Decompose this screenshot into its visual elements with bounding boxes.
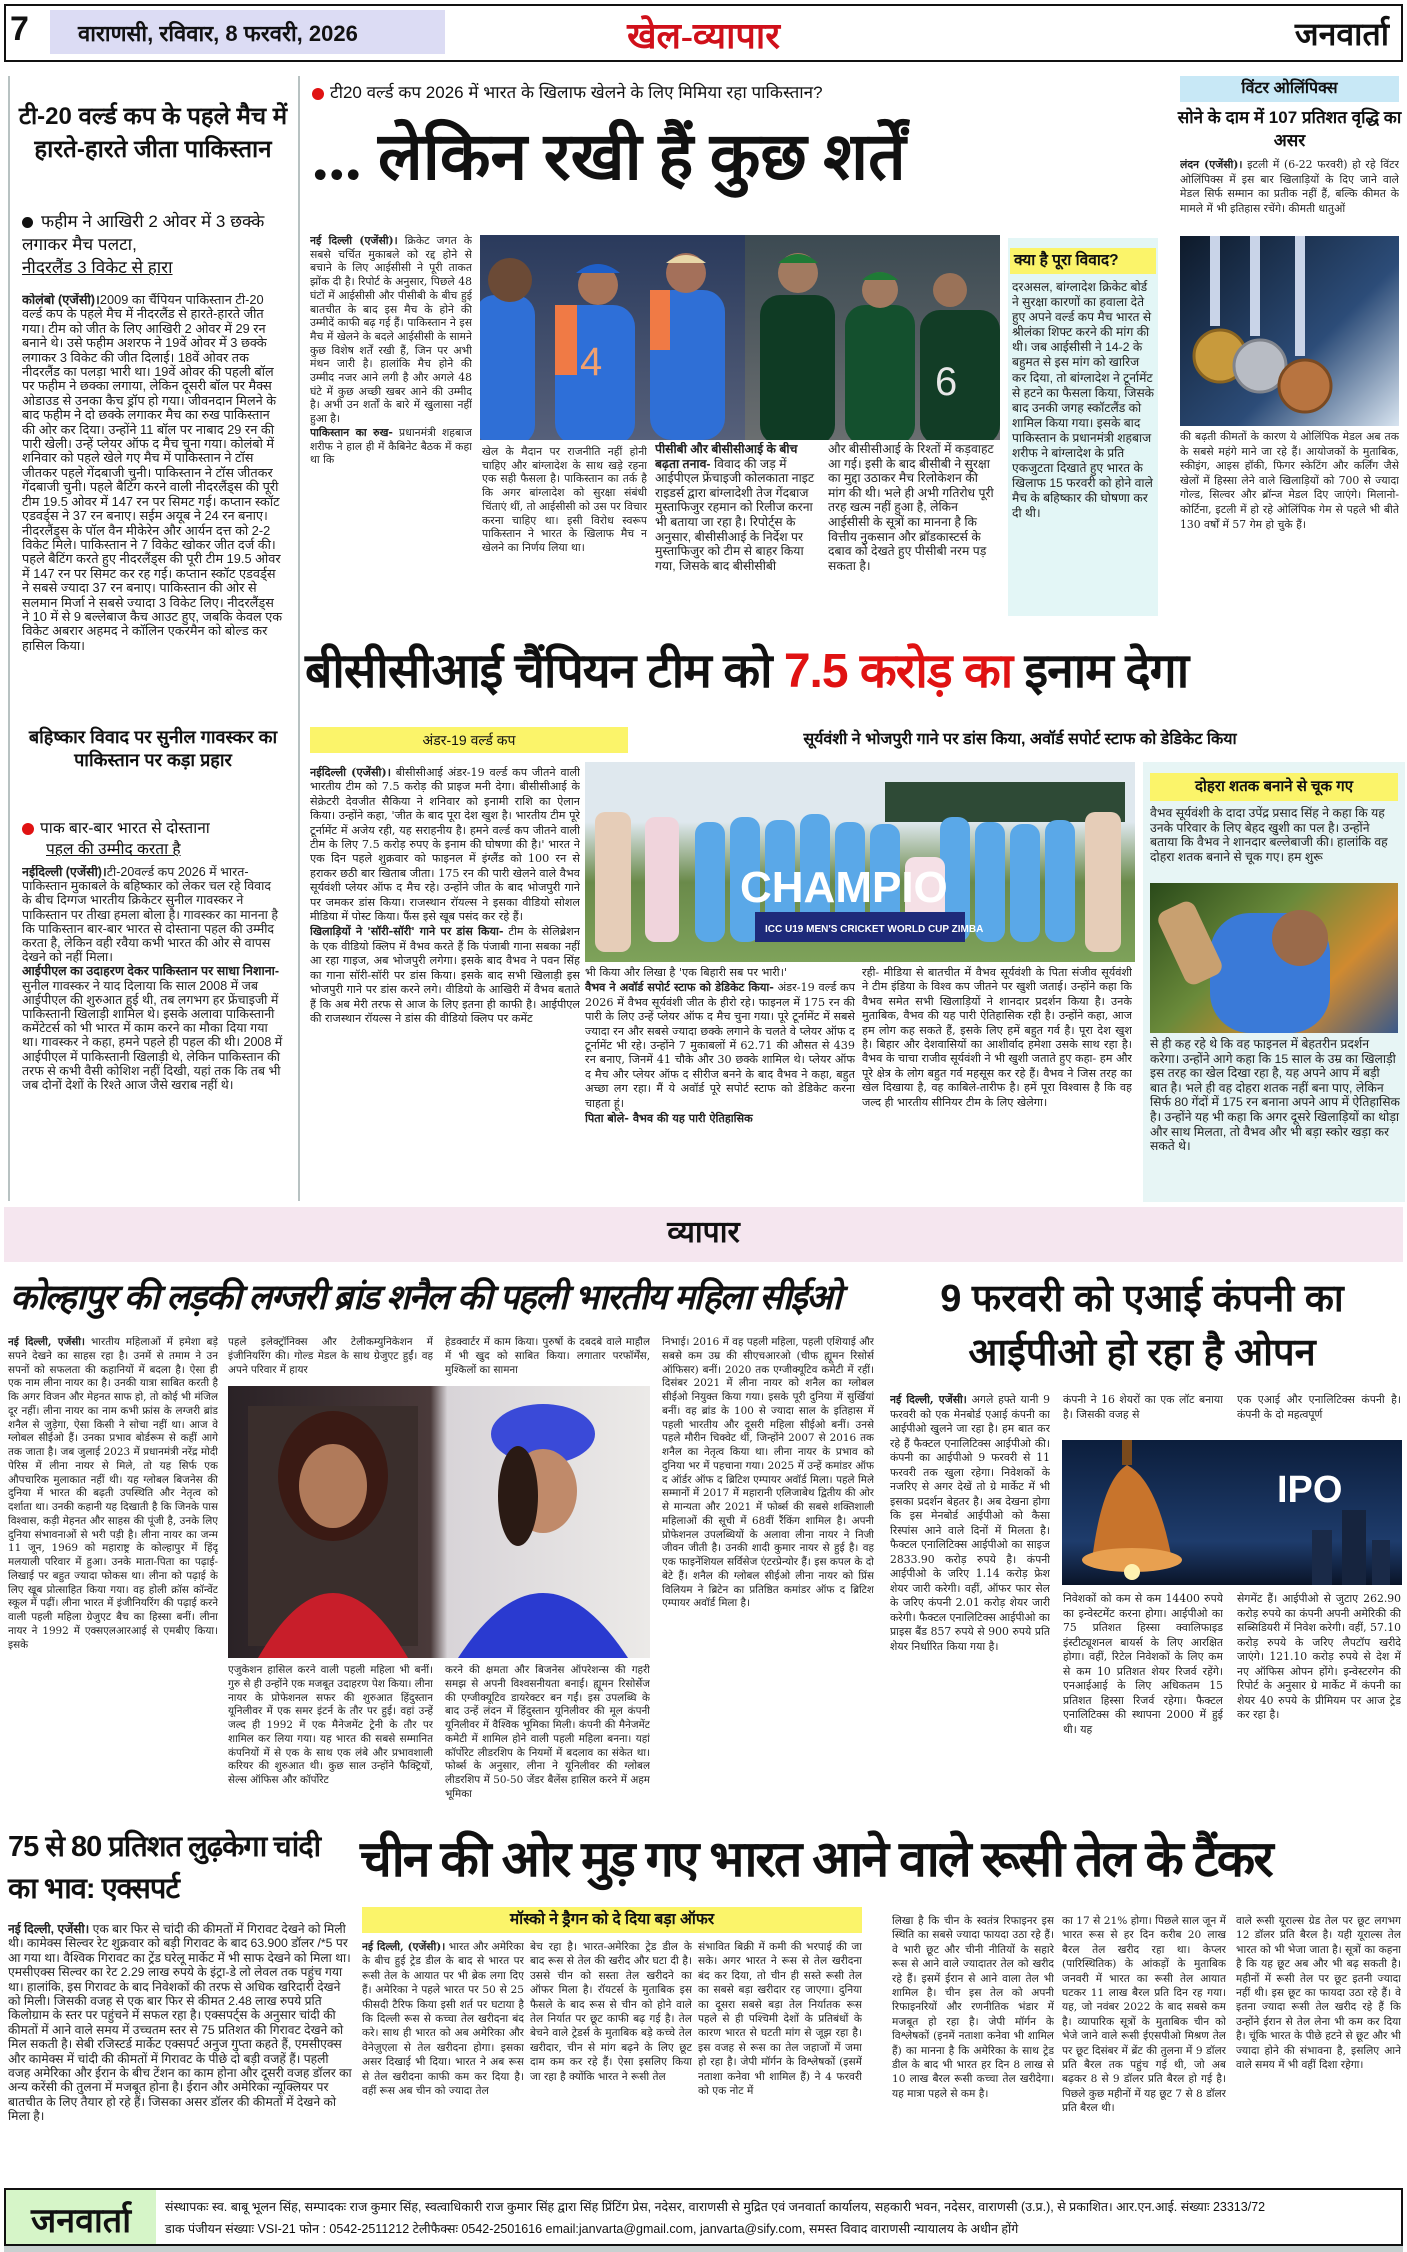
banner-u19-text: ICC U19 MEN'S CRICKET WORLD CUP ZIMBA <box>765 924 984 935</box>
subhead-text: फहीम ने आखिरी 2 ओवर में 3 छक्के लगाकर मैच पलटा, <box>22 212 265 254</box>
subhead-text: पाक बार-बार भारत से दोस्ताना <box>40 820 210 837</box>
article-body: बीसीसीआई अंडर-19 वर्ल्ड कप जीतने वाली भारतीय टीम को 7.5 करोड़ की प्राइज मनी देगा। बीसीसीआई के सेक्रेटरी देवजीत सैकिया ने शनिवार को इनामी राशि का ऐलान किया। उन्होंने कहा, 'जीत के बाद पूरा देश खुश है। भारतीय टीम पूरे टूर्नामेंट में अजेय रही, यह सराहनीय है। हमने वर्ल्ड कप जीतने वाली टीम के लिए 7.5 करोड़ रुपए के इनाम की घोषणा की है।' भारत ने एक दिन पहले शुक्रवार को फाइनल में इंग्लैंड को 100 रन से हराकर छठी बार खिताब जीता। 175 रन की पारी खेलने वाले वैभव सूर्यवंशी प्लेयर ऑफ द मैच रहे। उन्होंने जीत के बाद भोजपुरी गाने पर जमकर डांस किया। राजस्थान रॉयल्स ने इसका वीडियो सोशल मीडिया में पोस्ट किया। फैंस इसे खूब पसंद कर रहे हैं। <box>310 766 580 924</box>
cricket-photo <box>480 235 1000 440</box>
portrait-photo <box>228 1386 650 1658</box>
article-silver <box>8 1922 353 2180</box>
subhead-text-2: नीदरलैंड 3 विकेट से हारा <box>22 258 173 277</box>
subhead-bcci: सूर्यवंशी ने भोजपुरी गाने पर डांस किया, अवॉर्ड सपोर्ट स्टाफ को डेडिकेट किया <box>803 731 1237 748</box>
section-title: खेल-व्यापार <box>627 16 780 56</box>
article-body: क्रिकेट जगत के सबसे चर्चित मुकाबले को रद्द होने से बचाने के लिए आईसीसी ने पूरी ताकत झोंक दी है। रिपोर्ट के अनुसार, पिछले 48 घंटों में आईसीसी और पीसीबी के बीच हुई बातचीत के बाद इस मैच के होने की उम्मीदें काफी बढ़ गई हैं। पाकिस्तान ने इस मैच में खेलने के बदले आईसीसी के सामने कुछ विशेष शर्तें रखी हैं, जिन पर अभी मंथन जारी है। हालांकि मैच होने की उम्मीद नजर आने लगी है और अगले 48 घंटे में कुछ अच्छी खबर आने की उम्मीद है। अभी उन शर्तों के बारे में खुलासा नहीं हुआ है। <box>310 234 472 426</box>
article-chanel-col3b: करने की क्षमता और बिजनेस ऑपरेशन्स की गहरी समझ से अपनी विश्वसनीयता बनाई। ह्यूमन रिसोर्सेज की एग्जीक्यूटिव डायरेक्टर बन गईं। इस उपलब्धि के बाद उन्हें लंदन में हिंदुस्तान यूनिलीवर की मूल कंपनी यूनिलीवर में वैश्विक भूमिका मिली। कंपनी की मैनेजमेंट कमेटी में शामिल होने वाली पहली महिला बनना। यहां कॉर्पोरेट लीडरशिप के नियमों में बदलाव का संकेत था। फोर्ब्स के अनुसार, लीना ने यूनिलीवर की ग्लोबल लीडरशिप में 50-50 जेंडर बैलेंस हासिल करने में अहम भूमिका <box>445 1664 650 1800</box>
headline-bcci <box>305 640 1405 704</box>
article-dateline: नई दिल्ली, एजेंसी। <box>890 1393 967 1406</box>
article-bcci-col3: रही- मीडिया से बातचीत में वैभव सूर्यवंशी के पिता संजीव सूर्यवंशी ने टीम इंडिया के विश्व कप जीतने पर खुशी जताई। उन्होंने कहा कि वैभव समेत सभी खिलाड़ियों ने शानदार प्रदर्शन किया है। उनके मुताबिक, वैभव की यह पारी ऐतिहासिक रही है। उन्होंने कहा, आज हम लोग कह सकते हैं, इसके लिए हमें बहुत गर्व है। पूरा देश खुश है। बिहार और देशवासियों का आशीर्वाद हमेशा उसके साथ रहा है। वैभव के चाचा राजीव सूर्यवंशी ने भी खुशी जताते हुए कहा- हम और पूरे क्षेत्र के लोग बहुत गर्व महसूस कर रहे हैं। वैभव ने जिस तरह का खेल दिखाया है, वह काबिले-तारीफ है। हमें पूरा विश्वास है कि वह जल्द ही भारतीय सीनियर टीम के लिए खेलेगा। <box>862 966 1132 1109</box>
article-chanel-col4: निभाई। 2016 में वह पहली महिला, पहली एशियाई और सबसे कम उम्र की सीएचआरओ (चीफ ह्यूमन रिसोर्स ऑफिसर) बनीं। 2020 तक एग्जीक्यूटिव कमेटी में रहीं। दिसंबर 2021 में लीना नायर को शनैल का ग्लोबल सीईओ नियुक्त किया गया। इसके पूरी दुनिया में सुर्खियां बनीं। वह ब्रांड के 100 से ज्यादा साल के इतिहास में पहली भारतीय और दूसरी महिला सीईओ बनीं। उनसे पहले मौरीन चिक्वेट थीं, जिन्होंने 2007 से 2016 तक शनैल का नेतृत्व किया था। लीना नायर के प्रभाव को दुनिया भर में पहचाना गया। 2025 में उन्हें कमांडर ऑफ द ऑर्डर ऑफ द ब्रिटिश एम्पायर अवॉर्ड मिला। पहले मिले सम्मानों में 2017 में महारानी एलिजाबेथ द्वितीय की ओर से मान्यता और 2021 में फोर्ब्स की सबसे शक्तिशाली महिलाओं की सूची में 68वीं रैंकिंग शामिल है। अपनी प्रोफेशनल उपलब्धियों के अलावा लीना नायर ने निजी जीवन जीती है। उनकी शादी कुमार नायर से हुई है। वह एक फाइनेंशियल सर्विसेज एंटरप्रेन्योर हैं। इस कपल के दो बेटे हैं। शनैल की ग्लोबल सीईओ लीना नायर को प्रिंस विलियम ने ब्रिटेन का प्रतिष्ठित कमांडर ऑफ द ब्रिटिश एम्पायर अवॉर्ड मिला है। <box>662 1336 874 1610</box>
svg-text:6: 6 <box>935 360 958 404</box>
article-chanel-col1 <box>8 1336 218 1806</box>
headline-highlight: 7.5 करोड़ का <box>783 645 1013 698</box>
article-body: भारतीय महिलाओं में हमेशा बड़े सपने देखने का साहस रहा है। उनमें से तमाम ने उन सपनों को सफलता की कहानियों में बदला है। ऐसा ही एक नाम लीना नायर का है। उनकी यात्रा साबित करती है कि अगर विजन और मेहनत साफ हो, तो कोई भी मंजिल दूर नहीं। लीना नायर का नाम कभी फ्रांस के लग्जरी ब्रांड शनैल से जुड़ेगा, ऐसा किसी ने सोचा नहीं था। आज वे ग्लोबल सीईओ हैं। उनका प्रभाव बोर्डरूम से कहीं आगे तक जाता है। जब जुलाई 2023 में प्रधानमंत्री नरेंद्र मोदी पेरिस में लीना नायर से मिले, तो यह सिर्फ एक औपचारिक मुलाकात नहीं थी। यह ग्लोबल बिजनेस की दुनिया में भारत की बढ़ती उपस्थिति और नेतृत्व को दर्शाता था। उनकी कहानी यह दिखाती है कि जिनके पास विश्वास, कड़ी मेहनत और साहस की पूंजी है, उनके लिए दुनिया संभावनाओं से भरी पड़ी है। लीना नायर का जन्म 11 जून, 1969 को महाराष्ट्र के कोल्हापुर में हिंदू मलयाली परिवार में हुआ। उनके माता-पिता का पढ़ाई-लिखाई पर बहुत ज्यादा फोकस था। लीना को पढ़ाई के लिए खूब प्रोत्साहित किया गया। वह होली क्रॉस कॉन्वेंट स्कूल में पढ़ीं। लीना भारत में इंजीनियरिंग की पढ़ाई करने वाली पहली महिला ग्रेजुएट बैच का हिस्सा बनीं। लीना नायर ने 1992 में एक्सएलआरआई से एमबीए किया। इसके <box>8 1336 218 1651</box>
article-oil-col6: वाले रूसी यूराल्स ग्रेड तेल पर छूट लगभग 12 डॉलर प्रति बैरल है। यही यूराल्स तेल भारत को भी भेजा जाता है। सूत्रों का कहना है कि यह छूट अब और भी बढ़ सकती है। महीनों में रूसी तेल पर छूट इतनी ज्यादा नहीं थी। इस छूट का फायदा उठा रहे हैं। वे इतना ज्यादा रूसी तेल खरीद रहे हैं कि उन्होंने ईरान से तेल लेना भी कम कर दिया है। चूंकि भारत के पीछे हटने से छूट और भी ज्यादा होने की संभावना है, इसलिए आने वाले समय में भी वहीं दिशा रहेगा। <box>1236 1915 1401 2072</box>
article-gavaskar <box>22 865 284 1195</box>
player-photo <box>1150 883 1398 1033</box>
article-chanel-col3: हेडक्वार्टर में काम किया। पुरुषों के दबदबे वाले माहौल में भी खुद को साबित किया। लगातार परफॉर्मेंस, मुश्किलों का सामना <box>445 1336 650 1376</box>
article-dateline: नई दिल्ली (एजेंसी)। <box>310 234 398 247</box>
article-dateline: नईदिल्ली (एजेंसी)। <box>310 765 391 779</box>
article-body-2: टीम के सेलिब्रेशन के एक वीडियो क्लिप में वैभव करते हैं कि पंजाबी गाना सबका नहीं आ रहा गाइज, अब भोजपुरी लगेगा। इसके बाद वैभव ने पवन सिंह का गाना सॉरी-सॉरी पर डांस किया। इसके बाद सभी खिलाड़ी इस भोजपुरी गाने पर डांस करने लगे। वीडियो के आखिरी में वैभव बताते हैं कि अब मेरी तरफ से आज के लिए इतना ही काफी है। आईपीएल की राजस्थान रॉयल्स ने डांस की वीडियो क्लिप पर कमेंट <box>310 925 580 1025</box>
article-ipo-col2: कंपनी ने 16 शेयरों का एक लॉट बनाया है। जिसकी वजह से <box>1063 1393 1223 1421</box>
article-body: विवाद की जड़ में आईपीएल फ्रेंचाइजी कोलकाता नाइट राइडर्स द्वारा बांग्लादेशी तेज गेंदबाज मुस्ताफिजुर रहमान को रिलीज करना भी बताया जा रहा है। रिपोर्ट्स के अनुसार, बीसीसीआई के निर्देश पर मुस्ताफिजुर को टीम से बाहर किया गया, जिसके बाद बीसीसीबी <box>655 456 815 573</box>
article-lead-3: पिता बोले- वैभव की यह पारी ऐतिहासिक <box>585 1111 753 1126</box>
article-body: भी किया और लिखा है 'एक बिहारी सब पर भारी।' <box>585 966 788 979</box>
sidebar-double-body: वैभव सूर्यवंशी के दादा उपेंद्र प्रसाद सिंह ने कहा कि यह उनके परिवार के लिए बेहद खुशी का पल है। उन्होंने बताया कि वैभव ने शानदार बल्लेबाजी की। हालांकि वह दोहरा शतक बनाने से चूक गए। हम शुरू <box>1150 806 1388 864</box>
registration-bar <box>4 2246 1403 2252</box>
subhead-pak-win <box>22 210 282 279</box>
article-body: टी-20वर्ल्ड कप 2026 में भारत-पाकिस्तान मुकाबले के बहिष्कार को लेकर चल रहे विवाद के बीच दिग्गज भारतीय क्रिकेटर सुनील गावस्कर ने पाकिस्तान पर तीखा हमला बोला है। गावस्कर का मानना है कि पाकिस्तान बार-बार भारत से दोस्ताना पहल की उम्मीद करता है, लेकिन वही रवैया कभी भारत की ओर से वापस देखने को नहीं मिला। <box>22 865 279 965</box>
kicker-conditions <box>312 80 1012 103</box>
photo-u19-champions <box>585 762 1135 962</box>
article-conditions-col2: खेल के मैदान पर राजनीति नहीं होनी चाहिए और बांग्लादेश के साथ खड़े रहना एक सही फैसला है। पाकिस्तान का तर्क है कि अगर बांग्लादेश को सुरक्षा संबंधी चिंताएं थीं, तो आईसीसी को उस पर विचार करना चाहिए था। इसी विरोध स्वरूप पाकिस्तान ने भारत के खिलाफ मैच न खेलने का निर्णय लिया था। <box>482 445 647 554</box>
article-bcci-col1 <box>310 765 580 1200</box>
article-olympics <box>1180 158 1399 234</box>
dateline: वाराणसी, रविवार, 8 फरवरी, 2026 <box>78 21 358 46</box>
photo-vaibhav <box>1150 883 1398 1033</box>
brand-logo: जनवार्ता <box>1294 16 1389 52</box>
subhead-text-2: पहल की उम्मीद करता है <box>46 841 181 858</box>
page-number: 7 <box>10 10 29 48</box>
headline-gavaskar: बहिष्कार विवाद पर सुनील गावस्कर का पाकिस्तान पर कड़ा प्रहार <box>28 727 278 770</box>
headline-pak-win: टी-20 वर्ल्ड कप के पहले मैच में हारते-हारते जीता पाकिस्तान <box>18 103 288 163</box>
bell-illustration <box>1062 1440 1402 1585</box>
u19-label: अंडर-19 वर्ल्ड कप <box>310 727 628 753</box>
headline-ipo: 9 फरवरी को एआई कंपनी का आईपीओ हो रहा है ओपन <box>940 1278 1344 1374</box>
sidebar-dispute-body: दरअसल, बांग्लादेश क्रिकेट बोर्ड ने सुरक्षा कारणों का हवाला देते हुए अपने वर्ल्ड कप मैच भारत से श्रीलंका शिफ्ट करने की मांग की थी। जब आईसीसी ने 14-2 के बहुमत से इस मांग को खारिज कर दिया, तो बांग्लादेश ने टूर्नामेंट से हटने का फैसला किया, जिसके बाद उनकी जगह स्कॉटलैंड को शामिल किया गया। इसके बाद पाकिस्तान के प्रधानमंत्री शहबाज शरीफ ने बांग्लादेश के प्रति एकजुटता दिखाते हुए भारत के खिलाफ 15 फरवरी को होने वाले मैच के बहिष्कार की घोषणा कर दी थी। <box>1012 280 1155 521</box>
article-body-2: अंडर-19 वर्ल्ड कप 2026 में वैभव सूर्यवंशी जीत के हीरो रहे। फाइनल में 175 रन की पारी के लिए उन्हें प्लेयर ऑफ द मैच चुना गया। पूरे टूर्नामेंट में सबसे ज्यादा रन और सबसे ज्यादा छक्के लगाने के चलते वे प्लेयर ऑफ द टूर्नामेंट भी रहे। उन्होंने 7 मुकाबलों में 62.71 की औसत से 439 रन बनाए, जिनमें 41 चौके और 30 छक्के शामिल थे। प्लेयर ऑफ द मैच और प्लेयर ऑफ द सीरीज बनने के बाद वैभव ने कहा, बहुत अच्छा लग रहा। मैं ये अवॉर्ड पूरे सपोर्ट स्टाफ को डेडिकेट करना चाहता हूं। <box>585 981 855 1110</box>
subhead-gavaskar <box>22 818 284 860</box>
team-photo <box>585 762 1135 962</box>
photo-medals <box>1180 236 1399 426</box>
headline-chanel: कोल्हापुर की लड़की लग्जरी ब्रांड शनैल की पहली भारतीय महिला सीईओ <box>10 1278 841 1317</box>
photo-india-pakistan <box>480 235 1000 440</box>
article-dateline: नई दिल्ली, एजेंसी। <box>8 1336 85 1348</box>
article-conditions-col3 <box>655 442 820 617</box>
article-lead: आईपीएल का उदाहरण देकर पाकिस्तान पर साधा निशाना- <box>22 964 280 979</box>
article-conditions-col4: और बीसीसीआई के रिश्तों में कड़वाहट आ गई। इसी के बाद बीसीबी ने सुरक्षा का मुद्दा उठाकर मैच रिलोकेशन की मांग की थी। भले ही अभी गतिरोध पूरी तरह खत्म नहीं हुआ है, लेकिन आईसीसी के सूत्रों का मानना है कि वित्तीय नुकसान और ब्रॉडकास्टर्स के दबाव को देखते हुए पीसीबी नरम पड़ सकता है। <box>828 442 994 573</box>
article-bcci-col2 <box>585 966 855 1200</box>
article-lead: पीसीबी और बीसीसीआई के बीच बढ़ता तनाव- <box>655 442 798 471</box>
bullet-icon <box>22 217 33 228</box>
photo-leena-nair <box>228 1386 650 1658</box>
medals-illustration <box>1180 236 1399 426</box>
article-body: एक बार फिर से चांदी की कीमतों में गिरावट देखने को मिली थी। कामेक्स सिल्वर रेट शुक्रवार को बड़ी गिरावट के बाद 63.900 डॉलर /*5 पर आ गया था। वैश्विक गिरावट का ट्रेंड घरेलू मार्केट में भी साफ देखने को मिला था। एमसीएक्स सिल्वर का रेट 2.29 लाख रुपये के इंट्रा-डे लो लेवल तक पहुंच गया था। हालांकि, इस गिरावट के बाद निवेशकों की तरफ से अधिक खरिदारी देखने को मिली। जिसकी वजह से एक बार फिर से कीमत 2.48 लाख रुपये प्रति किलोग्राम के स्तर पर पहुंचने में सफल रहा है। एक्सपर्ट्स के अनुसार चांदी की कीमतों में आने वाले समय में उच्चतम स्तर से 75 प्रतिशत की गिरावट देखने को मिल सकती है। सेबी रजिस्टर्ड मार्केट एक्सपर्ट अनुज गुप्ता कहते हैं, एमसीएक्स और कामेक्स में चांदी की कीमतों में गिरावट के पीछे दो बड़ी वजहें हैं। पहली वजह अमेरिका और ईरान के बीच टेंशन का काम होना और दूसरी वजह डॉलर का अन्य करेंसी की तुलना में मजबूत होना है। ईरान और अमेरिका न्यूक्लियर पर बातचीत के लिए तैयार हो रहे हैं। जिसका असर डॉलर की कीमतों में देखने को मिला है। <box>8 1922 352 2124</box>
article-dateline: कोलंबो (एजेंसी)। <box>22 293 100 307</box>
sidebar-dispute-title: क्या है पूरा विवाद? <box>1010 248 1156 274</box>
banner-champions-text: CHAMPIO <box>740 863 948 912</box>
footer-logo: जनवार्ता <box>31 2202 131 2240</box>
sidebar-double-title: दोहरा शतक बनाने से चूक गए <box>1150 773 1398 801</box>
article-body-2: प्रधानमंत्री शहबाज शरीफ ने हाल ही में कैबिनेट बैठक में कहा था कि <box>310 425 472 467</box>
article-olympics-2: की बढ़ती कीमतों के कारण ये ओलिंपिक मेडल अब तक के सबसे महंगे माने जा रहे हैं। आयोजकों के मुताबिक, स्कीइंग, आइस हॉकी, फिगर स्केटिंग और कर्लिंग जैसे खेलों में हिस्सा लेने वाले खिलाड़ियों को 700 से ज्यादा गोल्ड, सिल्वर और ब्रॉन्ज मेडल दिए जाएंगे। मिलानो-कोर्टिना, इटली में हो रहे ओलिंपिक गेम से पहले भी बीते 130 वर्षों में 57 गेम हो चुके हैं। <box>1180 430 1399 531</box>
article-chanel-col2b: एजुकेशन हासिल करने वाली पहली महिला भी बनीं। गुरु से ही उन्होंने एक मजबूत उदाहरण पेश किया। लीना नायर के प्रोफेशनल सफर की शुरुआत हिंदुस्तान यूनिलीवर में एक समर इंटर्न के तौर पर हुई। वहां उन्हें जल्द ही 1992 में एक मैनेजमेंट ट्रेनी के तौर पर शामिल कर लिया गया। यह भारत की सबसे सम्मानित कंपनियों में से एक के साथ एक लंबे और प्रभावशाली करियर की शुरुआत थी। कुछ साल उन्होंने फैक्ट्रियों, सेल्स ऑफिस और कॉर्पोरेट <box>228 1664 433 1786</box>
article-conditions-col1 <box>310 234 472 614</box>
section-label-business: व्यापार <box>667 1216 740 1249</box>
article-dateline: नई दिल्ली, (एजेंसी)। <box>362 1941 446 1953</box>
headline-part-1: बीसीसीआई चैंपियन टीम को <box>305 645 772 698</box>
article-ipo-col2b: निवेशकों को कम से कम 14400 रुपये का इन्वेस्टमेंट करना होगा। आईपीओ का 75 प्रतिशत हिस्सा क्वालिफाइड इंस्टीट्यूशनल बायर्स के लिए आरक्षित होगा। वहीं, रिटेल निवेशकों के लिए कम से कम 10 प्रतिशत शेयर रिजर्व रहेंगे। एनआईआई के लिए अधिकतम 15 प्रतिशत हिस्सा रिजर्व रहेगा। फैक्टल एनालिटिक्स की स्थापना 2000 में हुई थी। यह <box>1063 1592 1223 1736</box>
article-ipo-col3b: सेगमेंट हैं। आईपीओ से जुटाए 262.90 करोड़ रुपये का कंपनी अपनी अमेरिकी की सब्सिडियरी में निवेश करेगी। वहीं, 57.10 करोड़ रुपये के जरिए लैपटॉप खरीदे जाएंगे। 121.10 करोड़ रुपये से देश में नए ऑफिस ओपन होंगे। इन्वेस्टरगेन की रिपोर्ट के अनुसार ग्रे मार्केट में कंपनी का शेयर 40 रुपये के प्रीमियम पर आज ट्रेड कर रहा है। <box>1237 1592 1401 1721</box>
subhead-oil: मॉस्को ने ड्रैगन को दे दिया बड़ा ऑफर <box>362 1907 862 1933</box>
article-body: भारत और अमेरिका के बीच हुई ट्रेड डील के बाद से भारत पर रूसी तेल के आयात पर भी ब्रेक लगा दिए हैं। अमेरिका ने पहले भारत पर 50 से 25 फीसदी टैरिफ किया इसी शर्त पर घटाया है कि दिल्ली रूस से कच्चा तेल खरीदना बंद करे। साथ ही भारत को अब अमेरिका और वेनेज़ुएला से तेल खरीदना होगा। इसका असर दिखाई भी दिया। भारत ने अब रूस से तेल खरीदना काफी कम कर दिया है। वहीं रूस अब चीन को ज्यादा तेल <box>362 1941 524 2098</box>
bullet-icon <box>312 88 324 100</box>
article-dateline: नई दिल्ली, एजेंसी। <box>8 1922 90 1936</box>
headline-part-2: इनाम देगा <box>1024 645 1189 698</box>
article-body-2: सुनील गावस्कर ने याद दिलाया कि साल 2008 में जब आईपीएल की शुरुआत हुई थी, तब लगभग हर फ्रेंचाइजी में पाकिस्तानी खिलाड़ी शामिल थे। इसके अलावा पाकिस्तानी कमेंटेटर्स को भी भारत में काम करने का मौका दिया गया था। गावस्कर ने कहा, हमने पहले ही पहल की थी। 2008 में आईपीएल में पाकिस्तानी खिलाड़ी थे, लेकिन पाकिस्तान की तरफ से कभी वैसी कोशिश नहीं दिखी, यहां तक कि तब भी जब दोनों देशों के रिश्ते आज जैसे खराब नहीं थे। <box>22 978 283 1093</box>
article-pak-win <box>22 293 284 716</box>
headline-silver: 75 से 80 प्रतिशत लुढ़केगा चांदी का भाव: एक्सपर्ट <box>8 1831 321 1905</box>
olympics-label: विंटर ओलिंपिक्स <box>1180 76 1399 102</box>
kicker-text: टी20 वर्ल्ड कप 2026 में भारत के खिलाफ खेलने के लिए मिमिया रहा पाकिस्तान? <box>330 83 823 102</box>
photo-ipo-bell <box>1062 1440 1402 1585</box>
article-oil-col5: का 17 से 21% होगा। पिछले साल जून में भारत रूस से हर दिन करीब 20 लाख बैरल तेल खरीद रहा था। केप्लर (पारिस्थितिक) के आंकड़ों के मुताबिक जनवरी में भारत का रूसी तेल आयात घटकर 11 लाख बैरल प्रति दिन रह गया। यह, जो नवंबर 2022 के बाद सबसे कम है। व्यापारिक सूत्रों के मुताबिक चीन को भेजे जाने वाले रूसी ईएसपीओ मिश्रण तेल पर छूट दिसंबर में ब्रेंट की तुलना में 9 डॉलर प्रति बैरल तक पहुंच गई थी, जो अब बढ़कर 8 से 9 डॉलर प्रति बैरल हो गई है। पिछले कुछ महीनों में यह छूट 7 से 8 डॉलर प्रति बैरल थी। <box>1062 1915 1226 2115</box>
article-chanel-col2: पहले इलेक्ट्रॉनिक्स और टेलीकम्युनिकेशन में इंजीनियरिंग की। गोल्ड मेडल के साथ ग्रेजुएट हुईं। वह अपने परिवार में हायर <box>228 1336 433 1376</box>
footer-imprint <box>4 2188 1403 2246</box>
bullet-icon <box>22 823 34 835</box>
article-lead: वैभव ने अवॉर्ड सपोर्ट स्टाफ को डेडिकेट किया- <box>585 980 774 995</box>
article-oil-col2: बेच रहा है। भारत-अमेरिका ट्रेड डील के बाद रूस से तेल की खरीद और घटा दी है। उससे चीन को सस्ता तेल खरीदने का ऑफर मिला है। रॉयटर्स के मुताबिक इस फैसले के बाद रूस से चीन को होने वाले तेल निर्यात पर छूट काफी बढ़ गई है। तेल बेचने वाले ट्रेडर्स के मुताबिक बड़े कच्चे तेल खरीदार, चीन से मांग बढ़ने के लिए छूट दाम कम कर रहे हैं। ऐसा इसलिए किया जा रहा है क्योंकि भारत ने रूसी तेल <box>530 1941 692 2083</box>
headline-conditions: ... लेकिन रखी हैं कुछ शर्तें <box>312 121 906 194</box>
article-lead: पाकिस्तान का रुख- <box>310 425 393 439</box>
article-body: इटली में (6-22 फरवरी) हो रहे विंटर ओलिंपिक्स में इस बार खिलाड़ियों के दिए जाने वाले मेडल सिर्फ सम्मान का प्रतीक नहीं हैं, बल्कि कीमत के मामले में भी इतिहास रचेंगे। कीमती धातुओं <box>1180 158 1399 215</box>
headline-olympics: सोने के दाम में 107 प्रतिशत वृद्धि का असर <box>1177 108 1402 150</box>
article-lead: खिलाड़ियों ने 'सॉरी-सॉरी' गाने पर डांस किया- <box>310 924 504 939</box>
article-body: 2009 का चैंपियन पाकिस्तान टी-20 वर्ल्ड कप के पहले मैच में नीदरलैंड से हारते-हारते जीत गया। टीम को जीत के लिए आखिरी 2 ओवर में 29 रन बनाने थे। उसे फहीम अशरफ ने 19वें ओवर में 3 छक्के लगाकर 3 विकेट की जीत दिलाई। 18वें ओवर तक नीदरलैंड का पलड़ा भारी था। 19वें ओवर की पहली बॉल पर फहीम ने छक्का लगाया, लेकिन दूसरी बॉल पर मैक्स ओडाउड से उनका कैच ड्रॉप हो गया। जीवनदान मिलने के बाद फहीम ने दो छक्के लगाकर मैच का रुख पाकिस्तान की ओर कर दिया। उन्होंने 11 बॉल पर नाबाद 29 रन की पारी खेली। उन्हें प्लेयर ऑफ द मैच चुना गया। कोलंबो में शनिवार को पहले खेले गए मैच में पाकिस्तान ने टॉस जीतकर पहले गेंदबाजी चुनी। पाकिस्तान ने टॉस जीतकर गेंदबाजी चुनी। पहले बैटिंग करने वाली नीदरलैंड्स की पूरी टीम 19.5 ओवर में 147 रन पर सिमट गई। कप्तान स्कॉट एडवर्ड्स ने 37 रन बनाए। सईम अयूब ने 24 रन बनाए। नीदरलैंड्स के पॉल वैन मीकेरेन और आर्यन दत्त को 2-2 विकेट मिले। पाकिस्तान ने 7 विकेट खोकर जीत दर्ज की। पहले बैटिंग करते हुए नीदरलैंड्स की पूरी टीम 19.5 ओवर में 147 रन पर सिमट कर रह गई। कप्तान स्कॉट एडवर्ड्स ने सबसे ज्यादा 37 रन बनाए। पाकिस्तान की ओर से सलमान मिर्जा ने सबसे ज्यादा 3 विकेट लिए। नीदरलैंड्स ने 10 में से 9 बल्लेबाज कैच आउट हुए, जबकि केवल एक विकेट अबरार अहमद ने कॉलिन एकरमैन को बोल्ड कर हासिल किया। <box>22 293 283 653</box>
article-body: अगले हफ्ते यानी 9 फरवरी को एक मेनबोर्ड एआई कंपनी का आईपीओ खुलने जा रहा है। हम बात कर रहे हैं फैक्टल एनालिटिक्स आईपीओ की। कंपनी का आईपीओ 9 फरवरी से 11 फरवरी तक खुला रहेगा। निवेशकों के नजरिए से अगर देखें तो ग्रे मार्केट में भी इसका प्रदर्शन बेहतर है। अब देखना होगा कि इस मेनबोर्ड आईपीओ को कैसा रिस्पांस आने वाले दिनों में मिलता है। फैक्टल एनालिटिक्स आईपीओ का साइज 2833.90 करोड़ रुपये है। कंपनी आईपीओ के जरिए 1.14 करोड़ फ्रेश शेयर जारी करेगी। वहीं, ऑफर फार सेल के जरिए कंपनी 2.01 करोड़ शेयर जारी करेगी। फैक्टल एनालिटिक्स आईपीओ का प्राइस बैंड 857 रुपये से 900 रुपये प्रति शेयर निर्धारित किया गया है। <box>890 1393 1050 1653</box>
sidebar-double-body-2: से ही कह रहे थे कि वह फाइनल में बेहतरीन प्रदर्शन करेगा। उन्होंने आगे कहा कि 15 साल के उम्र का खिलाड़ी इस तरह का खेल दिखा रहा है, यह अपने आप में बड़ी बात है। भले ही वह दोहरा शतक नहीं बना पाए, लेकिन सिर्फ 80 गेंदों में 175 रन बनाना अपने आप में ऐतिहासिक है। उन्होंने यह भी कहा कि अगर दूसरे खिलाड़ियों का थोड़ा और साथ मिलता, तो वैभव और भी बड़ा स्कोर खड़ा कर सकते थे। <box>1150 1037 1400 1154</box>
headline-oil: चीन की ओर मुड़ गए भारत आने वाले रूसी तेल के टैंकर <box>360 1831 1272 1887</box>
article-ipo-col3: एक एआई और एनालिटिक्स कंपनी है। कंपनी के दो महत्वपूर्ण <box>1237 1393 1401 1421</box>
article-oil-col4: लिखा है कि चीन के स्वतंत्र रिफाइनर इस स्थिति का सबसे ज्यादा फायदा उठा रहे हैं। वे भारी छूट और चीनी नीतियों के सहारे रूस से आने वाले ज्यादातर तेल को खरीद रहे हैं। इसमें ईरान से आने वाला तेल भी शामिल है। चीन इस तेल को अपनी रिफाइनरियों और रणनीतिक भंडार में मजबूत हो रहा है। जेपी मॉर्गन के विश्लेषकों (इनमें नताशा कनेवा भी शामिल हैं) का मानना है कि अमेरिका के साथ ट्रेड डील के बाद भी भारत हर दिन 8 लाख से 10 लाख बैरल रूसी कच्चा तेल खरीदेगा। यह मात्रा पहले से कम है। <box>892 1915 1054 2100</box>
article-dateline: नईदिल्ली (एजेंसी)। <box>22 865 107 879</box>
svg-text:4: 4 <box>580 340 603 384</box>
footer-imprint-line-1: संस्थापकः स्व. बाबू भूलन सिंह, सम्पादकः राज कुमार सिंह, स्वत्वाधिकारी राज कुमार सिंह द्वारा सिंह प्रिंटिंग प्रेस, नदेसर, वाराणसी से मुद्रित एवं जनवार्ता कार्यालय, सहकारी भवन, नदेसर, वाराणसी (उ.प्र.), से प्रकाशित। आर.एन.आई. संख्याः 23313/72 <box>165 2200 1266 2214</box>
article-oil-col3: संभावित बिक्री में कमी की भरपाई की जा सके। अगर भारत ने रूस से तेल खरीदना बंद कर दिया, तो चीन ही सस्ते रूसी तेल का सबसे बड़ा खरीदार रह जाएगा। दुनिया का दूसरा सबसे बड़ा तेल निर्यातक रूस पहले से ही पश्चिमी देशों के प्रतिबंधों के कारण भारत से घटती मांग से जूझ रहा है। इस वजह से रूस का तेल जहाजों में जमा हो रहा है। जेपी मॉर्गन के विश्लेषकों (इसमें नताशा कनेवा भी शामिल हैं) ने 4 फरवरी को एक नोट में <box>698 1941 862 2098</box>
article-dateline: लंदन (एजेंसी)। <box>1180 158 1243 171</box>
ipo-photo-text: IPO <box>1277 1469 1343 1511</box>
article-ipo-col1 <box>890 1393 1050 1803</box>
footer-imprint-line-2: डाक पंजीयन संख्याः VSI-21 फोन : 0542-2511212 टेलीफैक्सः 0542-2501616 email:janvarta@gmail.com, janvarta@sify.com, समस्त विवाद वाराणसी न्यायालय के अधीन होंगे <box>165 2222 1019 2236</box>
article-oil-col1 <box>362 1940 524 2180</box>
